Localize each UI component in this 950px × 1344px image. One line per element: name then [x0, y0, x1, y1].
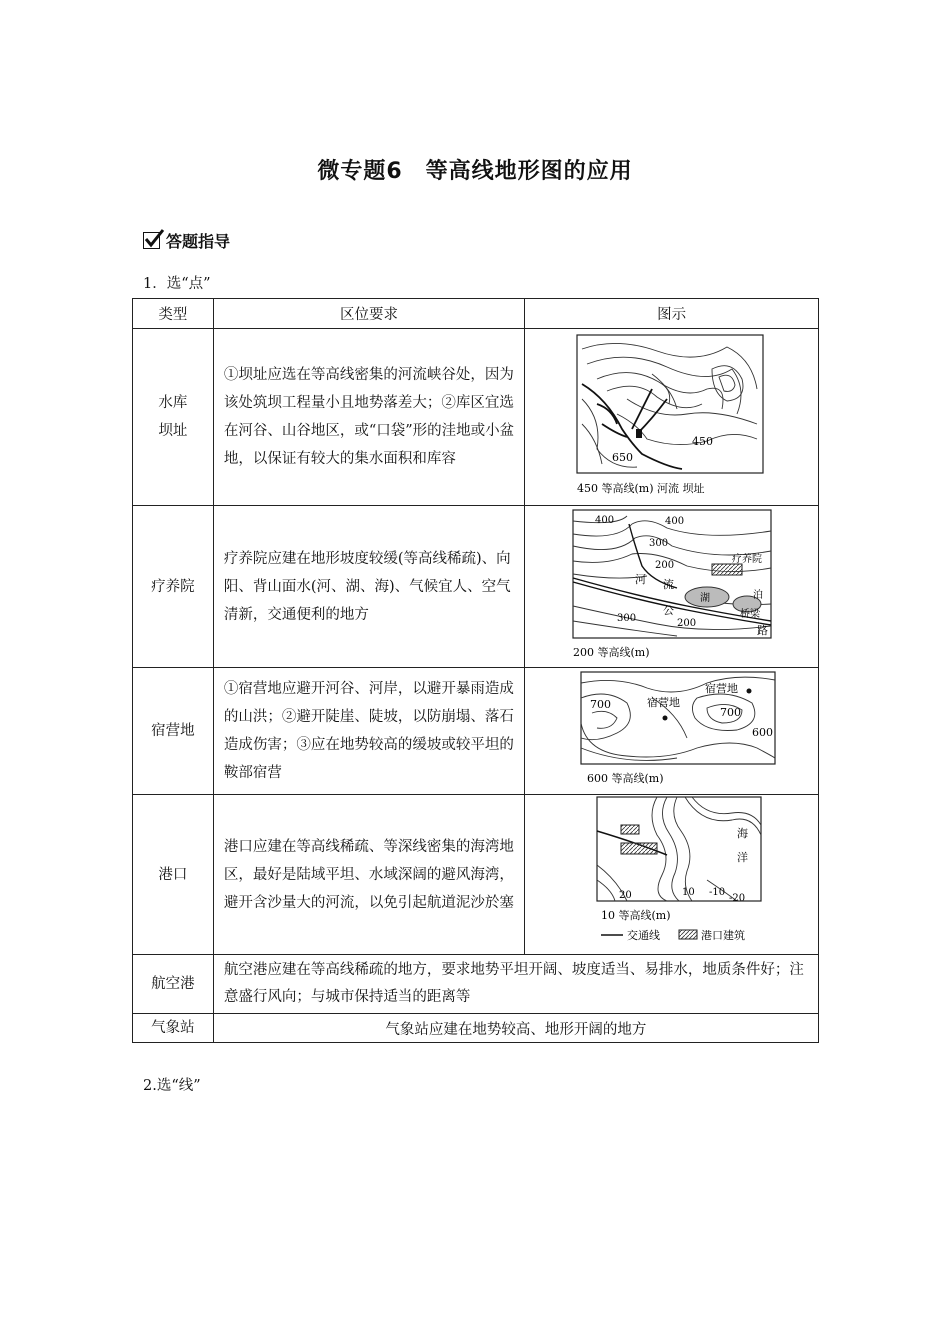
- table-row: [133, 955, 819, 1014]
- contour-label: 650: [611, 451, 633, 464]
- subheading-line: 2.选“线”: [143, 1078, 201, 1094]
- type-line: 坝址: [158, 423, 188, 439]
- campsite-label: 宿营地: [704, 682, 738, 695]
- map-label: 公: [662, 604, 674, 617]
- contour-label: 200: [676, 618, 696, 629]
- figure-cell: [525, 329, 819, 506]
- map-label: 流: [662, 578, 674, 591]
- type-line: 气象站: [151, 1020, 195, 1036]
- type-cell: [133, 1014, 214, 1043]
- type-line: 水库: [158, 395, 188, 411]
- reservoir-contour-map: [557, 329, 787, 501]
- campsite-label: 宿营地: [646, 696, 680, 709]
- figure-legend: 10 等高线(m): [600, 909, 671, 922]
- requirement-cell: 航空港应建在等高线稀疏的地方，要求地势平坦开阔、坡度适当、易排水，地质条件好；注意盛行风向；与城市保持适当的距离等: [213, 955, 818, 1014]
- section-heading: [143, 229, 230, 252]
- section-heading-text: 答题指导: [166, 232, 231, 251]
- figure-cell: [525, 506, 819, 668]
- contour-label: -10: [708, 887, 725, 898]
- type-cell: [133, 329, 214, 506]
- map-label: 洋: [736, 851, 748, 864]
- requirement-cell: 疗养院应建在地形坡度较缓(等高线稀疏)、向阳、背山面水(河、湖、海)、气候宜人、空气清新，交通便利的地方: [213, 506, 524, 668]
- contour-label: 20: [618, 890, 632, 901]
- requirement-cell: 港口应建在等高线稀疏、等深线密集的海湾地区，最好是陆域平坦、水域深阔的避风海湾，避开含沙量大的河流，以免引起航道泥沙於塞: [213, 795, 524, 955]
- header-type: 类型: [133, 299, 214, 329]
- checkbox-icon: [143, 232, 160, 249]
- contour-label: 400: [594, 515, 614, 526]
- contour-label: 200: [654, 560, 674, 571]
- figure-legend: 450 等高线(m) 河流 坝址: [576, 482, 705, 495]
- type-cell: [133, 668, 214, 795]
- map-label: 泊: [752, 590, 763, 601]
- requirement-cell: 气象站应建在地势较高、地形开阔的地方: [213, 1014, 818, 1043]
- contour-label: 700: [719, 706, 741, 719]
- campsite-contour-map: [557, 668, 787, 790]
- figure-cell: [525, 668, 819, 795]
- type-cell: [133, 506, 214, 668]
- subheading-point: 1．选“点”: [143, 276, 211, 292]
- page-title: 微专题6 等高线地形图的应用: [317, 159, 633, 184]
- figure-legend: 200 等高线(m): [572, 646, 650, 659]
- contour-label: -20: [728, 893, 745, 904]
- type-line: 疗养院: [151, 578, 195, 595]
- contour-label: 400: [664, 516, 684, 527]
- contour-label: 300: [616, 613, 636, 624]
- type-line: 宿营地: [151, 723, 195, 739]
- location-table: [132, 298, 819, 1043]
- map-label: 路: [756, 624, 768, 637]
- header-requirement: 区位要求: [213, 299, 524, 329]
- requirement-cell: ①宿营地应避开河谷、河岸，以避开暴雨造成的山洪；②避开陡崖、陡坡，以防崩塌、落石造成伤害；③应在地势较高的缓坡或较平坦的鞍部宿营: [213, 668, 524, 795]
- table-row: [133, 795, 819, 955]
- figure-cell: [525, 795, 819, 955]
- map-label: 湖: [699, 593, 710, 604]
- table-row: [133, 668, 819, 795]
- contour-label: 600: [751, 726, 773, 739]
- type-line: 航空港: [151, 976, 195, 992]
- contour-label: 10: [681, 887, 695, 898]
- figure-legend: 交通线: [626, 929, 660, 942]
- requirement-cell: ①坝址应选在等高线密集的河流峡谷处，因为该处筑坝工程量小且地势落差大；②库区宜选在河谷、山谷地区，或“口袋”形的洼地或小盆地，以保证有较大的集水面积和库容: [213, 329, 524, 506]
- table-header-row: [133, 299, 819, 329]
- port-contour-map: [557, 795, 787, 951]
- map-label: 桥梁: [739, 609, 760, 620]
- figure-legend: 港口建筑: [700, 929, 745, 942]
- contour-label: 300: [648, 538, 668, 549]
- type-line: 港口: [158, 866, 188, 883]
- map-label: 河: [634, 573, 646, 586]
- table-row: [133, 506, 819, 668]
- contour-label: 450: [691, 435, 713, 448]
- type-cell: [133, 795, 214, 955]
- header-figure: 图示: [525, 299, 819, 329]
- map-label: 疗养院: [731, 554, 762, 565]
- map-label: 海: [736, 827, 748, 840]
- figure-legend: 600 等高线(m): [586, 772, 664, 785]
- table-row: [133, 329, 819, 506]
- sanatorium-contour-map: [557, 506, 787, 664]
- contour-label: 700: [589, 698, 611, 711]
- type-cell: [133, 955, 214, 1014]
- table-row: [133, 1014, 819, 1043]
